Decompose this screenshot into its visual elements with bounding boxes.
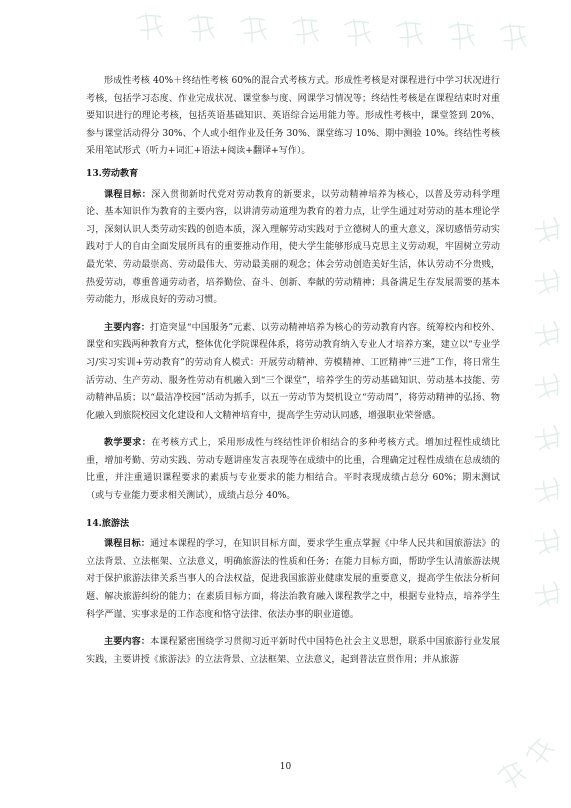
label-tourism-content: 主要内容： bbox=[104, 636, 151, 648]
section-heading-tourism-law: 14.旅游法 bbox=[86, 517, 130, 529]
page-number: 10 bbox=[279, 762, 292, 772]
page-content bbox=[86, 73, 500, 669]
label-main-content: 主要内容： bbox=[104, 321, 151, 333]
paragraph-tourism-content bbox=[86, 633, 500, 669]
paragraph-teaching-requirements bbox=[86, 434, 500, 505]
label-teaching-requirements: 教学要求： bbox=[104, 437, 152, 449]
text-teaching-requirements: 在考核方式上，采用形成性与终结性评价相结合的多种考核方式。增加过程性成绩比重，增加考勤、劳动实践、劳动专题讲座发言表现等在成绩中的比重，合理确定过程性成绩在总成绩的比重，并注重通识课程要求的素质与专业要求的能力相结合。平时表现成绩占总分 60%；期末测试（或与专业能力要求相关测试），成绩占总分 40%。 bbox=[86, 438, 500, 502]
text-course-objectives: 深入贯彻新时代党对劳动教育的新要求，以劳动精神培养为核心，以普及劳动科学理论、基本知识作为教育的主要内容，以讲清劳动道理为教育的着力点，让学生通过对劳动的基本理论学习，深刻认识人类劳动实践的创造本质，深入理解劳动实践对于立德树人的重大意义，深切感悟劳动实践对于人的自由全面发展所具有的重要推动作用，使大学生能够形成马克思主义劳动观，牢固树立劳动最光荣、劳动最崇高、劳动最伟大、劳动最美丽的观念；体会劳动创造美好生活，体认劳动不分贵贱，热爱劳动，尊重普通劳动者，培养勤俭、奋斗、创新、奉献的劳动精神；具备满足生存发展需要的基本劳动能力，形成良好的劳动习惯。 bbox=[86, 189, 500, 306]
paragraph-course-objectives bbox=[86, 186, 500, 310]
label-tourism-objectives: 课程目标： bbox=[104, 538, 151, 550]
paragraph-main-content bbox=[86, 319, 500, 426]
text-tourism-objectives: 通过本课程的学习，在知识目标方面，要求学生重点掌握《中华人民共和国旅游法》的立法背景、立法框架、立法意义，明确旅游法的性质和任务；在能力目标方面，帮助学生认清旅游法规对于保护旅游法律关系当事人的合法权益，促进我国旅游业健康发展的重要意义，提高学生依法分析问题、解决旅游纠纷的能力；在素质目标方面，将法治教育融入课程教学之中，根据专业特点，培养学生科学严谨、实事求是的工作态度和恪守法律、依法办事的职业道德。 bbox=[86, 539, 500, 620]
paragraph-assessment: 形成性考核 40%＋终结性考核 60%的混合式考核方式。形成性考核是对课程进行中学习状况进行考核，包括学习态度、作业完成状况、课堂参与度、网课学习情况等；终结性考核是在课程结束时对重要知识进行的理论考核，包括英语基础知识、英语综合运用能力等。形成性考核中，课堂签到 20%、参与课堂活动得分 30%、个人或小组作业及任务 30%、课堂练习 10%、期中测验 10%。终结性考核采用笔试形式（听力+词汇+语法+阅读+翻译+写作）。 bbox=[86, 76, 500, 157]
paragraph-tourism-objectives bbox=[86, 535, 500, 624]
text-tourism-content: 本课程紧密围绕学习贯彻习近平新时代中国特色社会主义思想，联系中国旅游行业发展实践，主要讲授《旅游法》的立法背景、立法框架、立法意义，起到普法宣贯作用；并从旅游 bbox=[86, 637, 500, 665]
label-course-objectives: 课程目标： bbox=[104, 188, 152, 200]
section-heading-labor-education: 13.劳动教育 bbox=[86, 167, 139, 179]
text-main-content: 打造突显“中国服务”元素、以劳动精神培养为核心的劳动教育内容。统筹校内和校外、课堂和实践两种教育方式，整体优化学院课程体系，将劳动教育纳入专业人才培养方案，建立以“专业学习/实习实训+劳动教育”的劳动育人模式：开展劳动精神、劳模精神、工匠精神“三进”工作，将日常生活劳动、生产劳动、服务性劳动有机融入到“三个课堂”，培养学生的劳动基础知识、劳动基本技能、劳动精神品质；以“最洁净校园”活动为抓手，以五一劳动节为契机设立“劳动周”，将劳动精神的弘扬、物化融入到旅院校园文化建设和人文精神培育中，提高学生劳动认同感，增强职业荣誉感。 bbox=[86, 322, 500, 421]
